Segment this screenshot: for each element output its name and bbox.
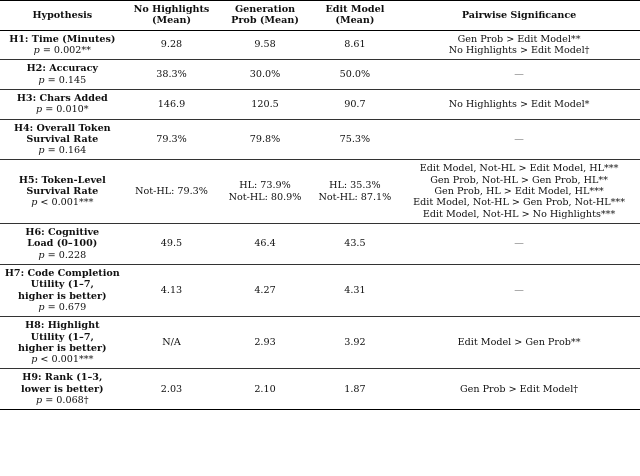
table-row (0, 224, 640, 265)
hypothesis-name: H5: Token-Level (18, 174, 106, 186)
pairwise-cell (398, 264, 640, 316)
edit-model-cell-line: 43.5 (344, 238, 366, 250)
hypothesis-name: H7: Code Completion (4, 267, 120, 279)
table-row (0, 60, 640, 90)
p-value (2, 395, 123, 406)
hypothesis-cell (0, 369, 125, 410)
pairwise-cell-line: Gen Prob, HL > Edit Model, HL*** (434, 186, 604, 198)
hypothesis-name: Survival Rate (26, 186, 99, 198)
p-value (2, 302, 123, 313)
pairwise-cell-line: Edit Model, Not-HL > No Highlights*** (422, 208, 616, 220)
pairwise-cell (398, 224, 640, 265)
header-edit-model (312, 1, 398, 31)
edit-model-cell-line: 1.87 (344, 383, 366, 395)
generation-prob-cell (218, 369, 311, 410)
no-highlights-cell-line: N/A (162, 337, 181, 349)
p-value-text: < 0.001*** (37, 197, 94, 209)
table-row (0, 264, 640, 316)
pairwise-cell-line: No Highlights > Edit Model* (448, 98, 590, 110)
table-body (0, 30, 640, 410)
p-value (2, 45, 123, 56)
no-highlights-cell (125, 89, 219, 119)
header-no-highlights-line: No Highlights (133, 4, 210, 15)
edit-model-cell-line: 50.0% (339, 68, 371, 80)
p-symbol: p (33, 44, 40, 56)
header-row (0, 1, 640, 31)
header-hypothesis: Hypothesis (0, 1, 125, 31)
p-value-text: = 0.068† (42, 395, 89, 407)
p-symbol: p (31, 354, 38, 366)
p-value (2, 197, 123, 208)
hypothesis-name: Utility (1–7, (30, 279, 94, 291)
no-highlights-cell-line: 79.3% (156, 133, 187, 145)
no-highlights-cell (125, 264, 219, 316)
generation-prob-cell-line: Not-HL: 80.9% (228, 191, 302, 203)
pairwise-cell-line: Edit Model, Not-HL > Gen Prob, Not-HL*** (413, 197, 625, 209)
pairwise-cell-line: Edit Model > Gen Prob** (457, 337, 581, 349)
header-no-highlights-line: (Mean) (151, 15, 191, 27)
table-row (0, 317, 640, 369)
p-symbol: p (38, 145, 45, 157)
edit-model-cell (312, 317, 398, 369)
header-no-highlights (125, 1, 219, 31)
p-value (2, 250, 123, 261)
p-symbol: p (31, 197, 38, 209)
p-value-text: = 0.679 (44, 301, 87, 313)
edit-model-cell (312, 264, 398, 316)
p-value-text: = 0.164 (44, 145, 87, 157)
p-symbol: p (38, 249, 45, 261)
pairwise-cell-line: No Highlights > Edit Model† (448, 44, 590, 56)
generation-prob-cell-line: 2.10 (254, 383, 276, 395)
generation-prob-cell (218, 264, 311, 316)
hypothesis-name: higher is better) (18, 342, 107, 354)
no-highlights-cell-line: Not-HL: 79.3% (135, 186, 208, 198)
generation-prob-cell-line: 79.8% (249, 133, 281, 145)
header-generation-prob-line: Prob (Mean) (231, 15, 299, 27)
hypothesis-cell (0, 119, 125, 160)
pairwise-cell (398, 60, 640, 90)
hypothesis-name: H1: Time (Minutes) (9, 33, 116, 45)
edit-model-cell-line: 3.92 (344, 337, 366, 349)
pairwise-cell-line: — (514, 133, 524, 145)
hypothesis-cell (0, 89, 125, 119)
no-highlights-cell-line: 9.28 (160, 39, 183, 51)
generation-prob-cell (218, 60, 311, 90)
generation-prob-cell-line: 120.5 (251, 98, 279, 110)
hypothesis-name: H4: Overall Token (13, 122, 111, 134)
no-highlights-cell (125, 317, 219, 369)
hypothesis-name: H6: Cognitive (25, 227, 100, 238)
p-value-text: < 0.001*** (37, 354, 94, 366)
pairwise-cell-line: Gen Prob > Edit Model† (460, 383, 579, 395)
hypothesis-name: H9: Rank (1–3, (22, 372, 103, 384)
pairwise-cell-line: Gen Prob > Edit Model** (457, 33, 581, 45)
generation-prob-cell-line: 30.0% (249, 68, 281, 80)
pairwise-cell-line: — (514, 68, 524, 80)
hypothesis-cell (0, 160, 125, 224)
no-highlights-cell (125, 60, 219, 90)
p-symbol: p (38, 301, 45, 313)
generation-prob-cell (218, 89, 311, 119)
table-row (0, 89, 640, 119)
no-highlights-cell-line: 38.3% (156, 68, 187, 80)
pairwise-cell (398, 30, 640, 60)
no-highlights-cell (125, 224, 219, 265)
header-generation-prob (218, 1, 311, 31)
hypothesis-name: Utility (1–7, (30, 331, 94, 343)
hypothesis-name: H8: Highlight (25, 320, 100, 332)
hypothesis-name: H3: Chars Added (16, 92, 108, 104)
hypothesis-cell (0, 264, 125, 316)
table-row (0, 369, 640, 410)
edit-model-cell-line: 4.31 (344, 284, 366, 296)
generation-prob-cell (218, 30, 311, 60)
edit-model-cell (312, 160, 398, 224)
p-value-text: = 0.002** (39, 44, 91, 56)
no-highlights-cell-line: 4.13 (160, 284, 183, 296)
p-value (2, 145, 123, 156)
edit-model-cell-line: 8.61 (344, 39, 366, 51)
generation-prob-cell (218, 317, 311, 369)
pairwise-cell (398, 119, 640, 160)
header-edit-model-line: Edit Model (325, 4, 385, 15)
hypothesis-name: higher is better) (18, 290, 107, 302)
edit-model-cell (312, 119, 398, 160)
table-row (0, 30, 640, 60)
p-value-text: = 0.010* (42, 104, 89, 116)
generation-prob-cell-line: HL: 73.9% (239, 180, 291, 192)
p-value-text: = 0.145 (44, 74, 87, 86)
edit-model-cell-line: 75.3% (339, 133, 371, 145)
header-pairwise-significance: Pairwise Significance (398, 1, 640, 31)
generation-prob-cell (218, 160, 311, 224)
generation-prob-cell-line: 9.58 (254, 39, 276, 51)
p-value (2, 104, 123, 115)
p-value-text: = 0.228 (44, 249, 87, 261)
generation-prob-cell-line: 2.93 (254, 337, 276, 349)
generation-prob-cell (218, 119, 311, 160)
no-highlights-cell-line: 146.9 (157, 98, 186, 110)
generation-prob-cell-line: 4.27 (254, 284, 276, 296)
hypothesis-cell (0, 30, 125, 60)
pairwise-cell (398, 369, 640, 410)
pairwise-cell (398, 317, 640, 369)
hypothesis-cell (0, 224, 125, 265)
edit-model-cell (312, 30, 398, 60)
no-highlights-cell (125, 369, 219, 410)
pairwise-cell-line: Edit Model, Not-HL > Edit Model, HL*** (419, 163, 619, 175)
edit-model-cell (312, 369, 398, 410)
hypothesis-name: Load (0–100) (27, 238, 98, 250)
edit-model-cell-line: 90.7 (344, 98, 366, 110)
header-edit-model-line: (Mean) (335, 15, 375, 27)
hypothesis-name: H2: Accuracy (26, 63, 99, 75)
table-row (0, 119, 640, 160)
generation-prob-cell-line: 46.4 (254, 238, 276, 250)
p-value (2, 75, 123, 86)
table-row (0, 160, 640, 224)
hypothesis-cell (0, 60, 125, 90)
pairwise-cell (398, 89, 640, 119)
header-generation-prob-line: Generation (234, 4, 296, 15)
hypothesis-cell (0, 317, 125, 369)
edit-model-cell-line: HL: 35.3% (329, 180, 381, 192)
no-highlights-cell (125, 119, 219, 160)
no-highlights-cell-line: 2.03 (160, 383, 183, 395)
p-symbol: p (36, 104, 43, 116)
edit-model-cell-line: Not-HL: 87.1% (318, 191, 392, 203)
p-value (2, 354, 123, 365)
pairwise-cell-line: Gen Prob, Not-HL > Gen Prob, HL** (430, 174, 608, 186)
pairwise-cell (398, 160, 640, 224)
hypothesis-name: Survival Rate (26, 133, 99, 145)
edit-model-cell (312, 89, 398, 119)
pairwise-cell-line: — (514, 238, 524, 250)
edit-model-cell (312, 60, 398, 90)
edit-model-cell (312, 224, 398, 265)
no-highlights-cell-line: 49.5 (160, 238, 183, 250)
generation-prob-cell (218, 224, 311, 265)
hypothesis-name: lower is better) (21, 383, 104, 395)
pairwise-cell-line: — (514, 284, 524, 296)
p-symbol: p (36, 395, 43, 407)
no-highlights-cell (125, 30, 219, 60)
no-highlights-cell (125, 160, 219, 224)
p-symbol: p (38, 74, 45, 86)
